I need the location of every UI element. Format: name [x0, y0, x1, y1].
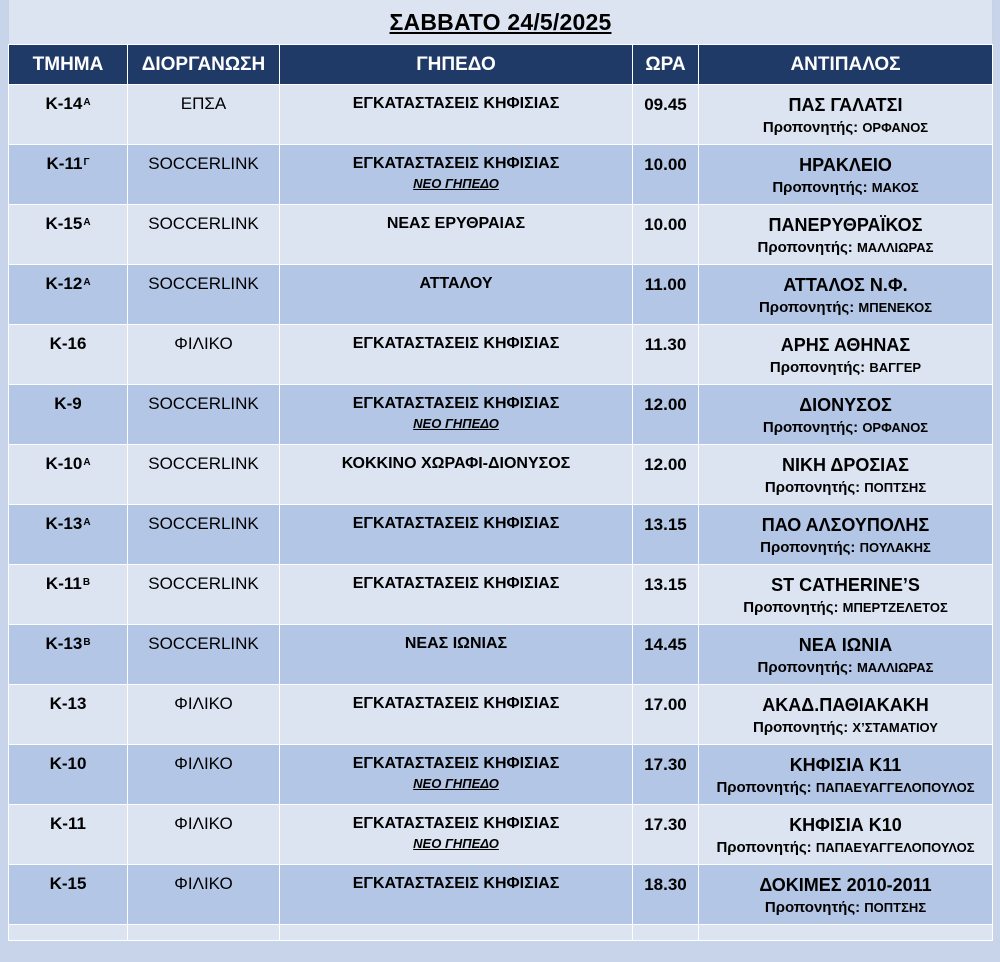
- cell-venue: [280, 205, 633, 265]
- table-row: [9, 865, 993, 925]
- org-label: SOCCERLINK: [148, 214, 259, 233]
- cell-time: [633, 205, 699, 265]
- table-row: [9, 445, 993, 505]
- cell-venue: [280, 145, 633, 205]
- cell-time: [633, 805, 699, 865]
- venue-label: ΕΓΚΑΤΑΣΤΑΣΕΙΣ ΚΗΦΙΣΙΑΣ: [352, 695, 560, 712]
- opponent-name: ΝΕΑ ΙΩΝΙΑ: [798, 635, 893, 655]
- venue-label: ΑΤΤΑΛΟΥ: [419, 275, 493, 292]
- cell-venue: [280, 325, 633, 385]
- cell-venue: [280, 85, 633, 145]
- dept-label: Κ-12: [45, 274, 83, 293]
- table-row: [9, 265, 993, 325]
- org-label: ΦΙΛΙΚΟ: [174, 814, 233, 833]
- opponent-name: ΠΑΣ ΓΑΛΑΤΣΙ: [788, 95, 903, 115]
- cell-opponent: [699, 865, 993, 925]
- cell-opponent: [699, 145, 993, 205]
- cell-time: [633, 685, 699, 745]
- dept-superscript: Β: [82, 577, 91, 588]
- cell-time: [633, 85, 699, 145]
- coach-label: Προπονητής:: [772, 179, 868, 196]
- cell-org: [128, 385, 280, 445]
- venue-note: ΝΕΟ ΓΗΠΕΔΟ: [413, 836, 499, 851]
- coach-line: [699, 356, 992, 380]
- dept-label: Κ-10: [49, 754, 87, 773]
- time-label: 17.00: [644, 695, 687, 714]
- venue-note: ΝΕΟ ΓΗΠΕΔΟ: [413, 176, 499, 191]
- org-label: ΕΠΣΑ: [180, 94, 227, 113]
- venue-label: ΕΓΚΑΤΑΣΤΑΣΕΙΣ ΚΗΦΙΣΙΑΣ: [352, 95, 560, 112]
- org-label: SOCCERLINK: [148, 274, 259, 293]
- cell-org: [128, 865, 280, 925]
- header-org: ΔΙΟΡΓΑΝΩΣΗ: [128, 45, 280, 85]
- coach-name: ΠΟΥΛΑΚΗΣ: [859, 540, 931, 555]
- coach-line: [699, 476, 992, 500]
- dept-superscript: Γ: [83, 157, 90, 168]
- coach-label: Προπονητής:: [760, 539, 856, 556]
- opponent-name: ΚΗΦΙΣΙΑ Κ10: [789, 815, 902, 835]
- time-label: 10.00: [644, 155, 687, 174]
- coach-line: [699, 596, 992, 620]
- time-label: 11.30: [644, 335, 687, 354]
- cell-venue: [280, 625, 633, 685]
- coach-label: Προπονητής:: [743, 599, 839, 616]
- coach-line: [699, 416, 992, 440]
- cell-time: [633, 325, 699, 385]
- cell-time: [633, 625, 699, 685]
- cell-opponent: [699, 85, 993, 145]
- cell-dept: [9, 625, 128, 685]
- dept-superscript: Α: [83, 457, 91, 468]
- cell-venue: [280, 265, 633, 325]
- schedule-table: [8, 44, 993, 941]
- org-label: SOCCERLINK: [148, 514, 259, 533]
- cell-dept: [9, 685, 128, 745]
- cell-time: [633, 745, 699, 805]
- cell-org: [128, 265, 280, 325]
- dept-label: Κ-9: [54, 394, 82, 413]
- cell-opponent: [699, 565, 993, 625]
- cell-org: [128, 445, 280, 505]
- coach-name: Χ’ΣΤΑΜΑΤΙΟΥ: [852, 720, 938, 735]
- venue-label: ΕΓΚΑΤΑΣΤΑΣΕΙΣ ΚΗΦΙΣΙΑΣ: [352, 515, 560, 532]
- coach-name: ΠΑΠΑΕΥΑΓΓΕΛΟΠΟΥΛΟΣ: [815, 780, 975, 795]
- org-label: ΦΙΛΙΚΟ: [174, 694, 233, 713]
- time-label: 13.15: [644, 575, 687, 594]
- cell-org: [128, 505, 280, 565]
- cell-dept: [9, 325, 128, 385]
- cell-opponent: [699, 385, 993, 445]
- time-label: 17.30: [644, 815, 687, 834]
- time-label: 18.30: [644, 875, 687, 894]
- coach-label: Προπονητής:: [716, 839, 812, 856]
- cell-time: [633, 265, 699, 325]
- cell-dept: [9, 805, 128, 865]
- opponent-name: ΚΗΦΙΣΙΑ Κ11: [789, 755, 902, 775]
- table-row: [9, 205, 993, 265]
- coach-name: ΟΡΦΑΝΟΣ: [862, 120, 929, 135]
- table-row: [9, 685, 993, 745]
- cell-opponent: [699, 325, 993, 385]
- cell-dept: [9, 745, 128, 805]
- coach-name: ΜΠΕΝΕΚΟΣ: [858, 300, 933, 315]
- time-label: 11.00: [644, 275, 687, 294]
- cell-venue: [280, 505, 633, 565]
- dept-superscript: Α: [83, 517, 91, 528]
- cell-venue: [280, 565, 633, 625]
- cell-dept: [9, 565, 128, 625]
- cell-dept: [9, 205, 128, 265]
- table-body: [9, 85, 993, 941]
- cell-org: [128, 325, 280, 385]
- cell-opponent: [699, 745, 993, 805]
- cell-opponent: [699, 685, 993, 745]
- cell-org: [128, 85, 280, 145]
- cell-time: [633, 565, 699, 625]
- coach-line: [699, 236, 992, 260]
- coach-name: ΠΟΠΤΣΗΣ: [864, 480, 927, 495]
- opponent-name: ΑΚΑΔ.ΠΑΘΙΑΚΑΚΗ: [762, 695, 929, 715]
- venue-label: ΕΓΚΑΤΑΣΤΑΣΕΙΣ ΚΗΦΙΣΙΑΣ: [352, 875, 560, 892]
- coach-line: [699, 296, 992, 320]
- cell-dept: [9, 85, 128, 145]
- time-label: 17.30: [644, 755, 687, 774]
- cell-org: [128, 205, 280, 265]
- cell-venue: [280, 445, 633, 505]
- table-row: [9, 565, 993, 625]
- opponent-name: ΑΡΗΣ ΑΘΗΝΑΣ: [780, 335, 911, 355]
- coach-label: Προπονητής:: [762, 419, 859, 436]
- venue-label: ΕΓΚΑΤΑΣΤΑΣΕΙΣ ΚΗΦΙΣΙΑΣ: [352, 815, 560, 832]
- cell-org: [128, 625, 280, 685]
- empty-cell: [633, 925, 699, 941]
- coach-name: ΒΑΓΓΕΡ: [869, 360, 922, 375]
- venue-note: ΝΕΟ ΓΗΠΕΔΟ: [413, 416, 499, 431]
- dept-superscript: Α: [83, 217, 91, 228]
- empty-cell: [699, 925, 993, 941]
- header-venue: ΓΗΠΕΔΟ: [280, 45, 633, 85]
- org-label: ΦΙΛΙΚΟ: [174, 754, 233, 773]
- venue-label: ΝΕΑΣ ΕΡΥΘΡΑΙΑΣ: [386, 215, 526, 232]
- table-row: [9, 145, 993, 205]
- cell-dept: [9, 505, 128, 565]
- cell-venue: [280, 865, 633, 925]
- table-row: [9, 325, 993, 385]
- coach-line: [699, 656, 992, 680]
- venue-label: ΕΓΚΑΤΑΣΤΑΣΕΙΣ ΚΗΦΙΣΙΑΣ: [352, 335, 560, 352]
- coach-line: [699, 536, 992, 560]
- time-label: 12.00: [644, 395, 687, 414]
- coach-label: Προπονητής:: [764, 479, 861, 496]
- venue-label: ΕΓΚΑΤΑΣΤΑΣΕΙΣ ΚΗΦΙΣΙΑΣ: [352, 155, 560, 172]
- page-title: ΣΑΒΒΑΤΟ 24/5/2025: [389, 8, 612, 35]
- coach-label: Προπονητής:: [757, 659, 853, 676]
- cell-opponent: [699, 445, 993, 505]
- coach-name: ΠΑΠΑΕΥΑΓΓΕΛΟΠΟΥΛΟΣ: [815, 840, 975, 855]
- time-label: 14.45: [644, 635, 687, 654]
- cell-opponent: [699, 505, 993, 565]
- coach-line: [699, 836, 992, 860]
- header-dept: ΤΜΗΜΑ: [9, 45, 128, 85]
- header-time: ΩΡΑ: [633, 45, 699, 85]
- coach-name: ΜΑΛΛΙΩΡΑΣ: [856, 660, 934, 675]
- cell-venue: [280, 805, 633, 865]
- org-label: SOCCERLINK: [148, 154, 259, 173]
- coach-line: [699, 176, 992, 200]
- cell-venue: [280, 385, 633, 445]
- dept-label: Κ-14: [45, 94, 83, 113]
- table-row: [9, 805, 993, 865]
- table-row: [9, 385, 993, 445]
- dept-label: Κ-11: [46, 154, 83, 173]
- cell-venue: [280, 685, 633, 745]
- time-label: 10.00: [644, 215, 687, 234]
- coach-label: Προπονητής:: [769, 359, 866, 376]
- coach-label: Προπονητής:: [716, 779, 812, 796]
- dept-label: Κ-11: [50, 814, 86, 833]
- dept-label: Κ-15: [45, 214, 83, 233]
- cell-org: [128, 805, 280, 865]
- cell-time: [633, 385, 699, 445]
- venue-label: ΕΓΚΑΤΑΣΤΑΣΕΙΣ ΚΗΦΙΣΙΑΣ: [352, 395, 560, 412]
- time-label: 12.00: [644, 455, 687, 474]
- venue-label: ΕΓΚΑΤΑΣΤΑΣΕΙΣ ΚΗΦΙΣΙΑΣ: [352, 755, 560, 772]
- table-row: [9, 625, 993, 685]
- org-label: SOCCERLINK: [148, 394, 259, 413]
- org-label: SOCCERLINK: [148, 574, 259, 593]
- venue-label: ΝΕΑΣ ΙΩΝΙΑΣ: [404, 635, 508, 652]
- time-label: 09.45: [644, 95, 687, 114]
- org-label: ΦΙΛΙΚΟ: [174, 874, 233, 893]
- cell-opponent: [699, 265, 993, 325]
- dept-label: Κ-15: [49, 874, 87, 893]
- dept-superscript: Α: [83, 277, 91, 288]
- opponent-name: ΠΑΟ ΑΛΣΟΥΠΟΛΗΣ: [761, 515, 930, 535]
- header-opponent: ΑΝΤΙΠΑΛΟΣ: [699, 45, 993, 85]
- dept-superscript: Α: [83, 97, 91, 108]
- cell-org: [128, 145, 280, 205]
- coach-label: Προπονητής:: [762, 119, 859, 136]
- coach-name: ΜΠΕΡΤΖΕΛΕΤΟΣ: [842, 600, 948, 615]
- dept-superscript: Β: [83, 637, 91, 648]
- venue-label: ΕΓΚΑΤΑΣΤΑΣΕΙΣ ΚΗΦΙΣΙΑΣ: [352, 575, 560, 592]
- cell-time: [633, 505, 699, 565]
- org-label: ΦΙΛΙΚΟ: [174, 334, 233, 353]
- dept-label: Κ-13: [45, 514, 83, 533]
- opponent-name: ΔΟΚΙΜΕΣ 2010-2011: [759, 875, 932, 895]
- venue-note: ΝΕΟ ΓΗΠΕΔΟ: [413, 776, 499, 791]
- dept-label: Κ-10: [45, 454, 83, 473]
- venue-label: ΚΟΚΚΙΝΟ ΧΩΡΑΦΙ-ΔΙΟΝΥΣΟΣ: [341, 455, 571, 472]
- cell-opponent: [699, 625, 993, 685]
- cell-time: [633, 145, 699, 205]
- coach-label: Προπονητής:: [758, 299, 855, 316]
- coach-label: Προπονητής:: [764, 899, 861, 916]
- cell-dept: [9, 385, 128, 445]
- coach-label: Προπονητής:: [757, 239, 853, 256]
- opponent-name: ΑΤΤΑΛΟΣ Ν.Φ.: [783, 275, 908, 295]
- table-row-partial: [9, 925, 993, 941]
- cell-dept: [9, 865, 128, 925]
- opponent-name: ST CATHERINE’S: [771, 575, 920, 595]
- coach-name: ΜΑΛΛΙΩΡΑΣ: [856, 240, 934, 255]
- coach-line: [699, 896, 992, 920]
- cell-opponent: [699, 805, 993, 865]
- table-header: [9, 45, 993, 85]
- dept-label: Κ-13: [45, 634, 83, 653]
- coach-name: ΜΑΚΟΣ: [871, 180, 919, 195]
- cell-venue: [280, 745, 633, 805]
- dept-label: Κ-11: [45, 574, 82, 593]
- cell-time: [633, 865, 699, 925]
- header-row: [9, 45, 993, 85]
- coach-label: Προπονητής:: [753, 719, 849, 736]
- cell-org: [128, 565, 280, 625]
- empty-cell: [280, 925, 633, 941]
- opponent-name: ΔΙΟΝΥΣΟΣ: [799, 395, 892, 415]
- cell-org: [128, 745, 280, 805]
- org-label: SOCCERLINK: [148, 634, 259, 653]
- cell-dept: [9, 445, 128, 505]
- cell-org: [128, 685, 280, 745]
- coach-name: ΠΟΠΤΣΗΣ: [864, 900, 927, 915]
- time-label: 13.15: [644, 515, 687, 534]
- dept-label: Κ-16: [49, 334, 87, 353]
- cell-dept: [9, 265, 128, 325]
- table-row: [9, 85, 993, 145]
- cell-time: [633, 445, 699, 505]
- opponent-name: ΗΡΑΚΛΕΙΟ: [799, 155, 892, 175]
- coach-line: [699, 776, 992, 800]
- title-bar: [8, 0, 993, 44]
- coach-line: [699, 716, 992, 740]
- empty-cell: [128, 925, 280, 941]
- opponent-name: ΝΙΚΗ ΔΡΟΣΙΑΣ: [782, 455, 909, 475]
- table-row: [9, 745, 993, 805]
- opponent-name: ΠΑΝΕΡΥΘΡΑΪΚΟΣ: [768, 215, 923, 235]
- table-row: [9, 505, 993, 565]
- dept-label: Κ-13: [49, 694, 87, 713]
- coach-name: ΟΡΦΑΝΟΣ: [862, 420, 929, 435]
- cell-dept: [9, 145, 128, 205]
- empty-cell: [9, 925, 128, 941]
- cell-opponent: [699, 205, 993, 265]
- coach-line: [699, 116, 992, 140]
- org-label: SOCCERLINK: [148, 454, 259, 473]
